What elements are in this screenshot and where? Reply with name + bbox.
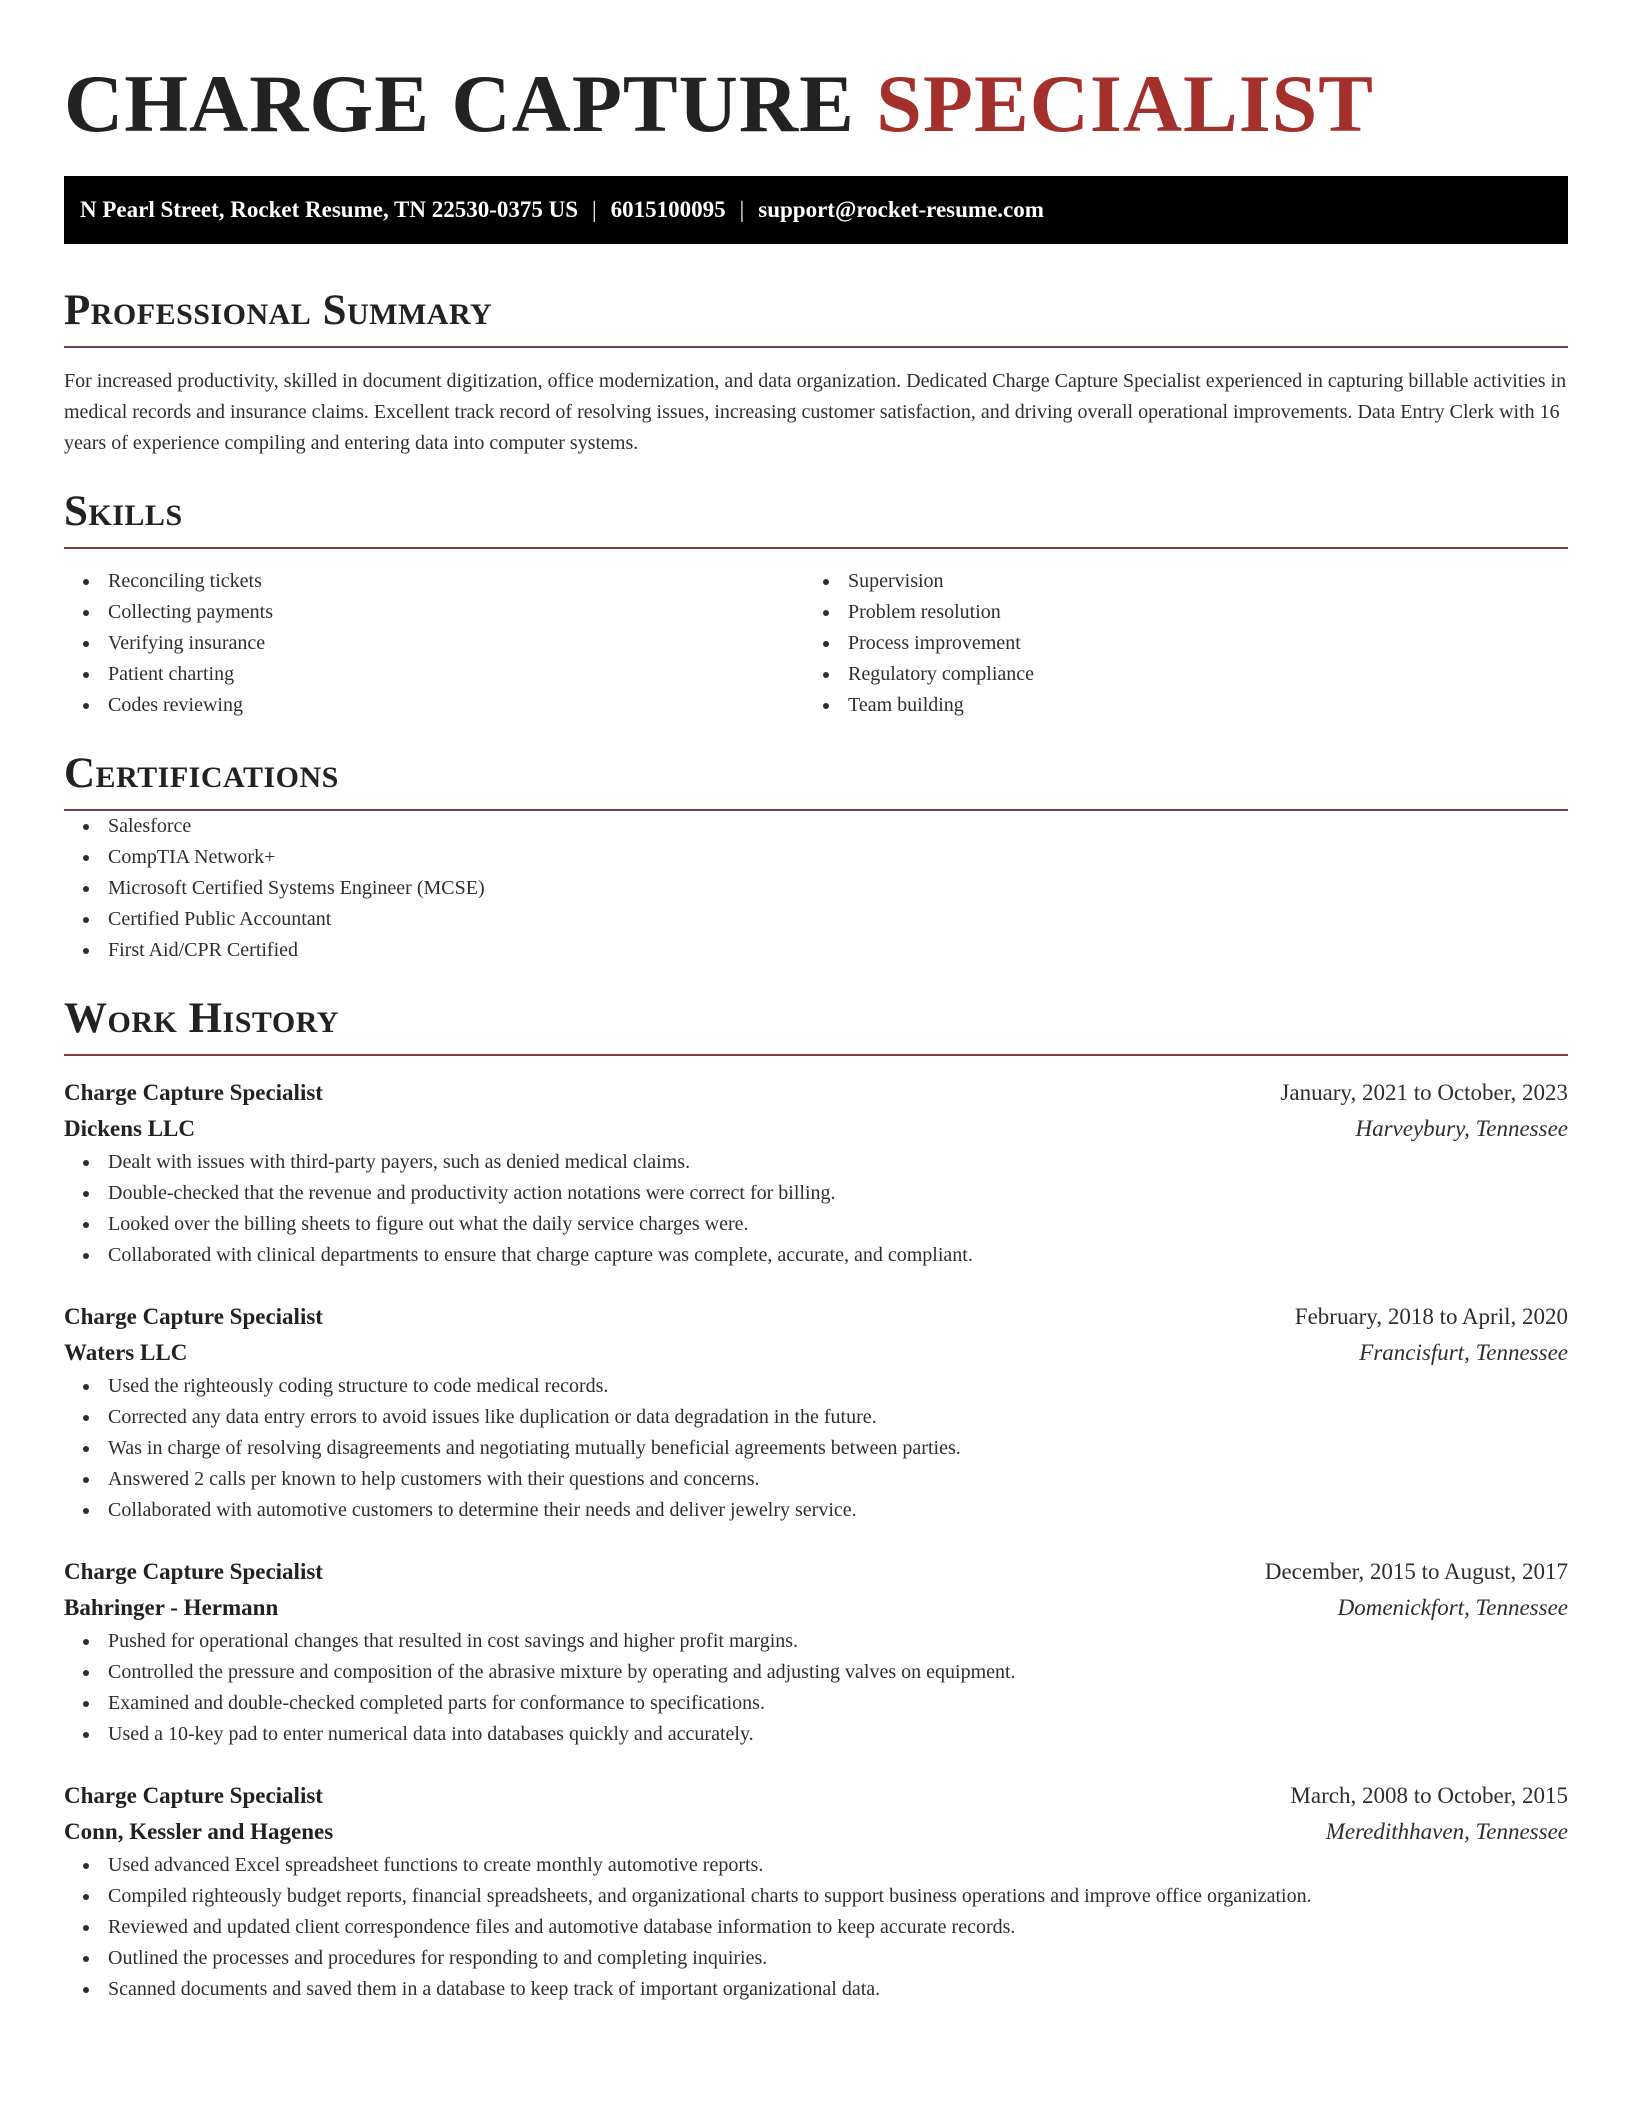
contact-address: N Pearl Street, Rocket Resume, TN 22530-0375 US [80, 197, 579, 222]
certification-item: Salesforce [64, 811, 1568, 842]
job-bullet: Pushed for operational changes that resulted in cost savings and higher profit margins. [64, 1626, 1568, 1657]
resume-page [64, 0, 1568, 2005]
job-title: Charge Capture Specialist [64, 1080, 323, 1105]
job-entry [64, 1526, 1568, 1750]
job-company: Conn, Kessler and Hagenes [64, 1819, 334, 1844]
job-bullet: Corrected any data entry errors to avoid issues like duplication or data degradation in the future. [64, 1402, 1568, 1433]
skill-item: Reconciling tickets [64, 566, 804, 597]
skill-item: Process improvement [804, 628, 1544, 659]
skills-section [64, 487, 1568, 721]
job-company-row [64, 1335, 1568, 1371]
job-company: Dickens LLC [64, 1116, 195, 1141]
summary-text: For increased productivity, skilled in document digitization, office modernization, and data organization. Dedicated Charge Capture Specialist experienced in capturing billable activities in medical records and insurance claims. Excellent track record of resolving issues, increasing customer satisfaction, and driving overall operational improvements. Data Entry Clerk with 16 years of experience compiling and entering data into computer systems. [64, 370, 1567, 454]
summary-heading: Professional Summary [64, 286, 1568, 348]
job-bullet: Used advanced Excel spreadsheet functions to create monthly automotive reports. [64, 1850, 1568, 1881]
job-header-row [64, 1075, 1568, 1111]
job-header-row [64, 1778, 1568, 1814]
job-bullet: Used the righteously coding structure to code medical records. [64, 1371, 1568, 1402]
work-history-section [64, 994, 1568, 2005]
job-dates: March, 2008 to October, 2015 [1290, 1783, 1568, 1808]
contact-separator: | [739, 197, 745, 222]
skill-item: Supervision [804, 566, 1544, 597]
job-entry [64, 1056, 1568, 1271]
job-bullet: Collaborated with clinical departments to ensure that charge capture was complete, accurate, and compliant. [64, 1240, 1568, 1271]
job-bullets [64, 1371, 1568, 1526]
job-header-row [64, 1554, 1568, 1590]
job-title: Charge Capture Specialist [64, 1783, 323, 1808]
job-company-row [64, 1814, 1568, 1850]
job-bullets [64, 1626, 1568, 1750]
job-bullets [64, 1147, 1568, 1271]
job-bullet: Examined and double-checked completed parts for conformance to specifications. [64, 1688, 1568, 1719]
skill-item: Team building [804, 690, 1544, 721]
certification-item: Certified Public Accountant [64, 904, 1568, 935]
job-bullets [64, 1850, 1568, 2005]
skills-column-right [804, 566, 1544, 721]
job-bullet: Scanned documents and saved them in a database to keep track of important organizational data. [64, 1974, 1568, 2005]
job-bullet: Reviewed and updated client correspondence files and automotive database information to keep accurate records. [64, 1912, 1568, 1943]
skills-heading: Skills [64, 487, 1568, 549]
skill-item: Codes reviewing [64, 690, 804, 721]
job-bullet: Looked over the billing sheets to figure out what the daily service charges were. [64, 1209, 1568, 1240]
skill-item: Problem resolution [804, 597, 1544, 628]
certifications-section [64, 749, 1568, 966]
job-bullet: Collaborated with automotive customers to determine their needs and deliver jewelry service. [64, 1495, 1568, 1526]
summary-section [64, 286, 1568, 459]
contact-phone: 6015100095 [610, 197, 726, 222]
contact-email[interactable]: support@rocket-resume.com [758, 197, 1044, 222]
skills-column-left [64, 566, 804, 721]
title-main: CHARGE CAPTURE [64, 58, 877, 149]
job-title: Charge Capture Specialist [64, 1559, 323, 1584]
job-entry [64, 1271, 1568, 1526]
contact-bar [64, 176, 1568, 244]
contact-separator: | [592, 197, 597, 222]
job-dates: December, 2015 to August, 2017 [1264, 1559, 1568, 1584]
job-dates: February, 2018 to April, 2020 [1294, 1304, 1568, 1329]
job-company-row [64, 1590, 1568, 1626]
job-location: Domenickfort, Tennessee [1337, 1595, 1568, 1620]
job-bullet: Was in charge of resolving disagreements and negotiating mutually beneficial agreements between parties. [64, 1433, 1568, 1464]
certification-item: First Aid/CPR Certified [64, 935, 1568, 966]
job-bullet: Compiled righteously budget reports, financial spreadsheets, and organizational charts to support business operations and improve office organization. [64, 1881, 1568, 1912]
title-accent: SPECIALIST [876, 58, 1374, 149]
job-location: Meredithhaven, Tennessee [1325, 1819, 1568, 1844]
job-bullet: Answered 2 calls per known to help customers with their questions and concerns. [64, 1464, 1568, 1495]
certification-item: CompTIA Network+ [64, 842, 1568, 873]
job-company: Waters LLC [64, 1340, 188, 1365]
skill-item: Regulatory compliance [804, 659, 1544, 690]
skill-item: Collecting payments [64, 597, 804, 628]
job-entry [64, 1750, 1568, 2005]
job-title: Charge Capture Specialist [64, 1304, 323, 1329]
job-location: Francisfurt, Tennessee [1359, 1340, 1568, 1365]
job-bullet: Outlined the processes and procedures for responding to and completing inquiries. [64, 1943, 1568, 1974]
skills-grid [64, 566, 1568, 721]
certifications-heading: Certifications [64, 749, 1568, 811]
job-bullet: Dealt with issues with third-party payers, such as denied medical claims. [64, 1147, 1568, 1178]
skill-item: Verifying insurance [64, 628, 804, 659]
certification-item: Microsoft Certified Systems Engineer (MCSE) [64, 873, 1568, 904]
job-header-row [64, 1299, 1568, 1335]
certifications-list [64, 811, 1568, 966]
job-bullet: Controlled the pressure and composition of the abrasive mixture by operating and adjusting valves on equipment. [64, 1657, 1568, 1688]
job-bullet: Double-checked that the revenue and productivity action notations were correct for billing. [64, 1178, 1568, 1209]
skill-item: Patient charting [64, 659, 804, 690]
job-bullet: Used a 10-key pad to enter numerical data into databases quickly and accurately. [64, 1719, 1568, 1750]
job-dates: January, 2021 to October, 2023 [1280, 1080, 1568, 1105]
job-company: Bahringer - Hermann [64, 1595, 279, 1620]
work-history-heading: Work History [64, 994, 1568, 1056]
resume-title [64, 0, 1568, 150]
job-company-row [64, 1111, 1568, 1147]
job-location: Harveybury, Tennessee [1355, 1116, 1568, 1141]
